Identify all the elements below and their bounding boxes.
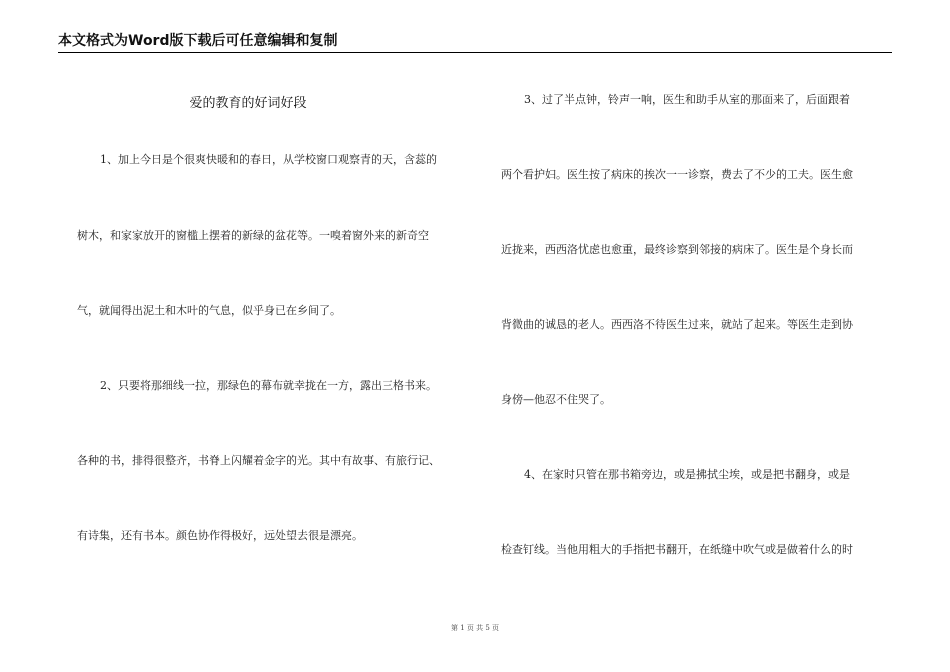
- left-line-5: 各种的书，排得很整齐，书脊上闪耀着金字的光。其中有故事、有旅行记、: [77, 454, 440, 467]
- left-line-3: 气，就闻得出泥土和木叶的气息，似乎身已在乡间了。: [77, 304, 341, 317]
- right-line-2: 两个看护妇。医生按了病床的挨次一一诊察，费去了不少的工夫。医生愈: [501, 168, 853, 181]
- left-line-1: 1、加上今日是个很爽快暖和的春日，从学校窗口观察青的天，含蕊的: [100, 153, 437, 166]
- left-line-4: 2、只要将那细线一拉，那绿色的幕布就幸拢在一方，露出三格书来。: [100, 379, 437, 392]
- right-line-1: 3、过了半点钟，铃声一响，医生和助手从室的那面来了，后面跟着: [524, 93, 850, 106]
- left-line-6: 有诗集，还有书本。颜色协作得极好，远处望去很是漂亮。: [77, 529, 363, 542]
- header-notice: 本文格式为Word版下载后可任意编辑和复制: [58, 33, 338, 49]
- right-line-3: 近拢来，西西洛忧虑也愈重，最终诊察到邻接的病床了。医生是个身长而: [501, 243, 853, 256]
- page-number: 第 1 页 共 5 页: [450, 624, 500, 632]
- document-title: 爱的教育的好词好段: [189, 96, 307, 111]
- page-header: [58, 28, 892, 53]
- right-line-4: 背微曲的诚恳的老人。西西洛不待医生过来，就站了起来。等医生走到协: [501, 318, 853, 331]
- right-line-5: 身傍—他忍不住哭了。: [501, 393, 611, 406]
- left-line-2: 树木，和家家放开的窗槛上摆着的新绿的盆花等。一嗅着窗外来的新奇空: [77, 229, 429, 242]
- right-line-6: 4、在家时只管在那书箱旁边，或是拂拭尘埃，或是把书翻身，或是: [524, 468, 850, 481]
- right-line-7: 检查钉线。当他用粗大的手指把书翻开，在纸缝中吹气或是做着什么的时: [501, 543, 853, 556]
